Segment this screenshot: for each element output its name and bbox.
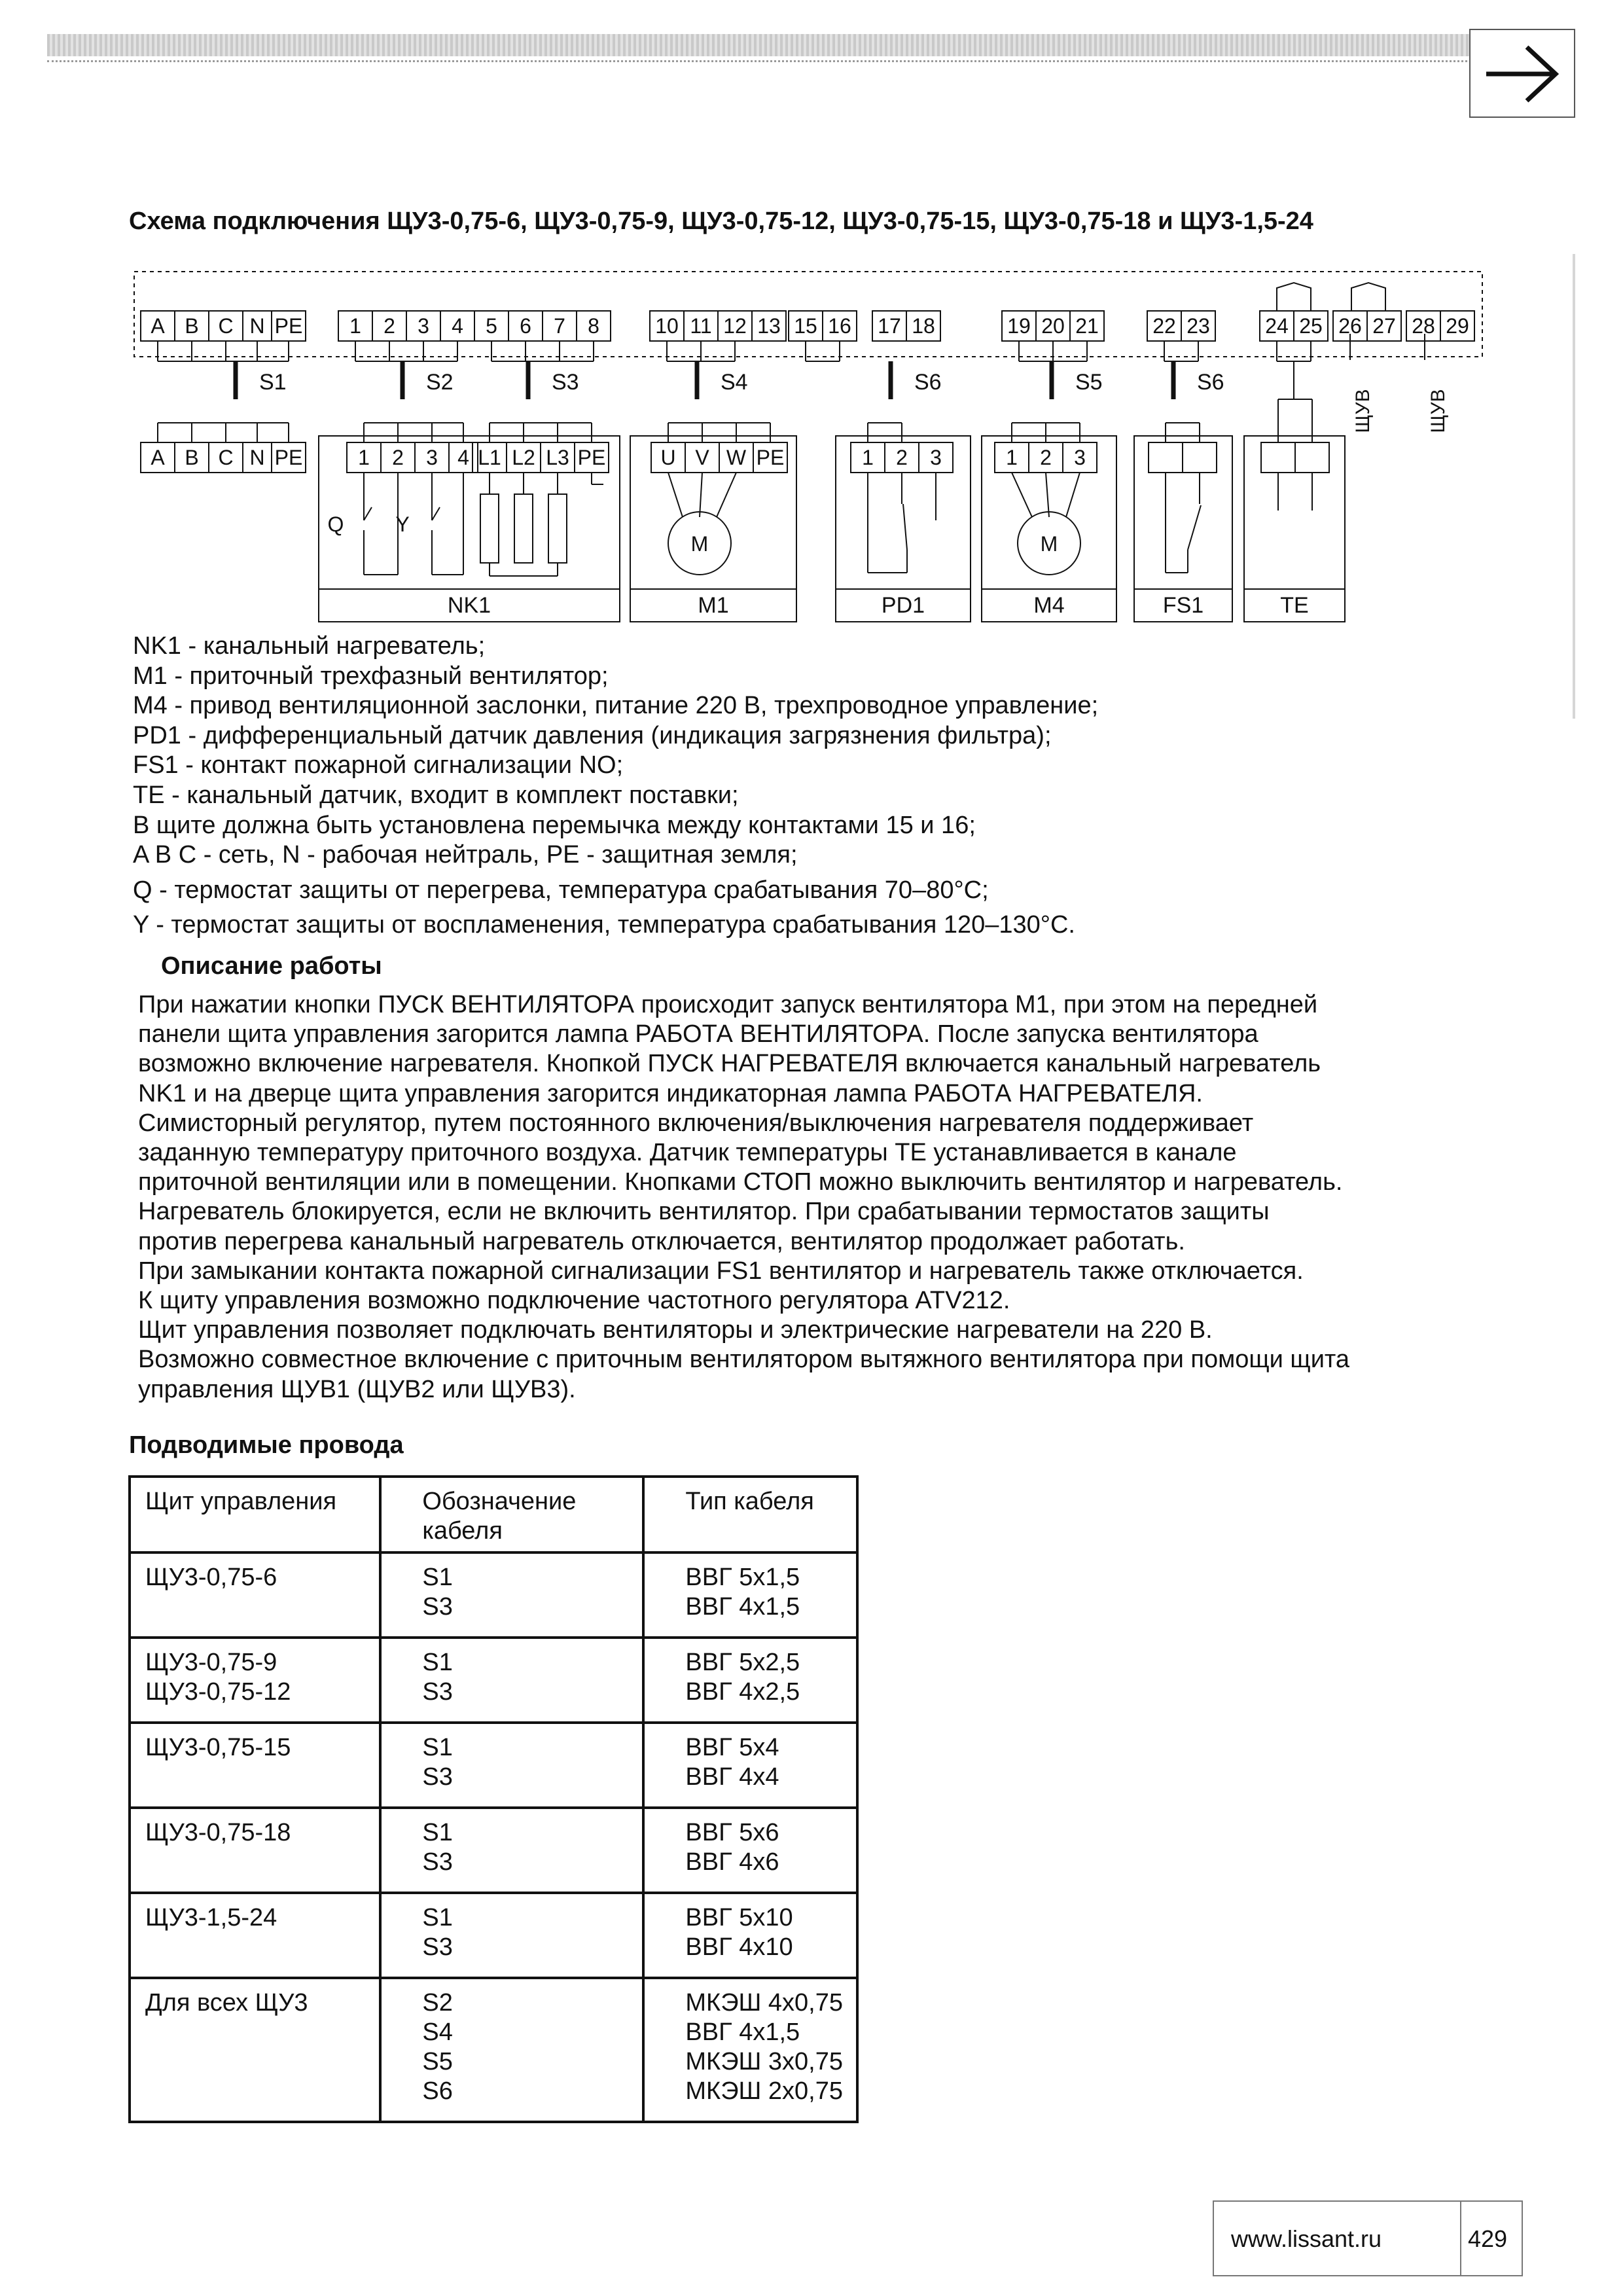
device-terminal-label: 3 (426, 446, 438, 469)
page-title: Схема подключения ЩУ3-0,75-6, ЩУ3-0,75-9, ЩУ3-0,75-12, ЩУ3-0,75-15, ЩУ3-0,75-18 и ЩУ3-1,5-24 (129, 207, 1313, 235)
operation-line: Возможно совместное включение с приточным вентилятором вытяжного вентилятора при помощи щита (138, 1346, 1350, 1374)
cable-label: S4 (721, 370, 748, 395)
side-label: ЩУВ (1427, 389, 1449, 433)
terminal-label: C (218, 314, 234, 338)
cell-line: ВВГ 4x6 (685, 1848, 779, 1876)
terminal-label: 4 (452, 314, 463, 338)
device-terminal-label: PE (756, 446, 785, 469)
terminal-label: 26 (1338, 314, 1362, 338)
device-terminal-label: PE (274, 446, 303, 469)
terminal-label: 5 (486, 314, 497, 338)
cables-table (128, 1475, 859, 2123)
wire (668, 473, 683, 517)
cell-line: МКЭШ 4x0,75 (685, 1989, 843, 2017)
terminal-label: N (249, 314, 265, 338)
terminal-label: 12 (723, 314, 747, 338)
cell-line: S3 (422, 1678, 453, 1706)
table-header-cell: Обозначение кабеля (380, 1477, 643, 1552)
cell-line: ВВГ 4x1,5 (685, 2018, 800, 2046)
cell-line: ВВГ 5x10 (685, 1904, 793, 1931)
table-cell-designation (380, 1978, 643, 2122)
cell-line: S3 (422, 1763, 453, 1791)
terminal-label: 20 (1041, 314, 1065, 338)
cell-line: Для всех ЩУ3 (145, 1989, 308, 2017)
legend-item: M1 - приточный трехфазный вентилятор; (133, 662, 609, 690)
operation-text (138, 990, 1349, 1405)
terminal-label: 6 (520, 314, 531, 338)
operation-line: заданную температуру приточного воздуха. Датчик температуры TE устанавливается в канале (138, 1139, 1237, 1167)
device-label: NK1 (447, 593, 491, 618)
terminal-label: 10 (655, 314, 679, 338)
cell-line: S1 (422, 1734, 453, 1761)
cell-line: МКЭШ 2x0,75 (685, 2077, 843, 2105)
table-cell-designation (380, 1893, 643, 1978)
cell-line: S1 (422, 1564, 453, 1591)
cell-line: ВВГ 5x6 (685, 1819, 779, 1846)
cell-line: S3 (422, 1593, 453, 1621)
terminal-label: PE (274, 314, 303, 338)
wire (700, 473, 702, 517)
table-row (130, 1723, 857, 1808)
device-terminal-label: 3 (930, 446, 942, 469)
cell-line: ВВГ 5x4 (685, 1734, 779, 1761)
cell-line: S1 (422, 1904, 453, 1931)
cell-line: ЩУ3-0,75-9 (145, 1649, 277, 1676)
cable-label: S1 (259, 370, 287, 395)
header-bar (47, 34, 1471, 56)
terminal-label: 13 (757, 314, 781, 338)
table-cell-panel (130, 1893, 380, 1978)
cell-line: S5 (422, 2048, 453, 2075)
table-header-cell: Щит управления (130, 1477, 380, 1552)
thermostat-contact (432, 507, 440, 520)
device-label: M1 (698, 593, 729, 618)
operation-line: При нажатии кнопки ПУСК ВЕНТИЛЯТОРА происходит запуск вентилятора М1, при этом на передней (138, 991, 1318, 1018)
wire (1012, 473, 1032, 517)
table-cell-type (643, 1638, 857, 1723)
device-terminal-label: L1 (478, 446, 501, 469)
device-terminal-label: 2 (392, 446, 404, 469)
thermostat-contact (364, 507, 372, 520)
device-terminal-label: 4 (457, 446, 469, 469)
motor-label: M (690, 532, 709, 556)
table-header-cell: Тип кабеля (643, 1477, 857, 1552)
table-row (130, 1552, 857, 1638)
legend-item: A B C - сеть, N - рабочая нейтраль, PE - защитная земля; (133, 841, 798, 869)
heater-element (514, 494, 533, 563)
cell-line: S1 (422, 1649, 453, 1676)
cell-line: ЩУ3-1,5-24 (145, 1904, 277, 1931)
legend-item: TE - канальный датчик, входит в комплект поставки; (133, 781, 739, 809)
cell-line: S4 (422, 2018, 453, 2046)
device-terminal-label: 3 (1074, 446, 1086, 469)
legend (133, 632, 1098, 941)
operation-line: Нагреватель блокируется, если не включить вентилятор. При срабатывании термостатов защиты (138, 1198, 1270, 1226)
terminal-label: 16 (828, 314, 851, 338)
cell-line: S3 (422, 1848, 453, 1876)
terminal-label: 15 (794, 314, 817, 338)
device-label: PD1 (881, 593, 925, 618)
device-terminal-label: C (218, 446, 234, 469)
cell-line: S3 (422, 1933, 453, 1961)
device-terminal-label: V (695, 446, 709, 469)
terminal-label: 21 (1075, 314, 1099, 338)
table-row (130, 1808, 857, 1893)
wire (1066, 473, 1080, 517)
terminal-label: 1 (349, 314, 361, 338)
device-label: M4 (1033, 593, 1065, 618)
terminal-label: B (185, 314, 199, 338)
device-terminal-label: 1 (358, 446, 370, 469)
terminal-label: 25 (1299, 314, 1323, 338)
thermostat-label: Y (395, 512, 410, 536)
terminal-label: 29 (1446, 314, 1469, 338)
legend-item: В щите должна быть установлена перемычка между контактами 15 и 16; (133, 811, 976, 839)
table-cell-type (643, 1893, 857, 1978)
terminal-label: 28 (1412, 314, 1435, 338)
device-terminal-label: N (249, 446, 265, 469)
device-terminal-label: 2 (1040, 446, 1052, 469)
table-cell-designation (380, 1638, 643, 1723)
cable-label: S3 (552, 370, 579, 395)
terminal-label: 17 (878, 314, 901, 338)
table-cell-type (643, 1552, 857, 1638)
operation-line: Щит управления позволяет подключать вентиляторы и электрические нагреватели на 220 В. (138, 1316, 1213, 1344)
terminal-label: 23 (1186, 314, 1210, 338)
operation-line: К щиту управления возможно подключение частотного регулятора ATV212. (138, 1287, 1010, 1315)
table-cell-panel (130, 1978, 380, 2122)
table-cell-panel (130, 1552, 380, 1638)
table-cell-type (643, 1808, 857, 1893)
table-cell-type (643, 1723, 857, 1808)
jumper (1277, 283, 1311, 311)
wire (1046, 473, 1049, 517)
table-header-row (130, 1477, 857, 1552)
cell-line: ВВГ 5x1,5 (685, 1564, 800, 1591)
device-terminal-label: 1 (862, 446, 874, 469)
next-page-button[interactable] (1469, 29, 1575, 118)
cell-line: S6 (422, 2077, 453, 2105)
scroll-indicator (1573, 254, 1575, 719)
heater-element (548, 494, 567, 563)
legend-item: Y - термостат защиты от воспламенения, температура срабатывания 120–130°С. (133, 911, 1075, 939)
cell-line: ЩУ3-0,75-15 (145, 1734, 291, 1761)
footer-page (1459, 2200, 1523, 2276)
cell-line: ЩУ3-0,75-6 (145, 1564, 277, 1591)
jumper (1351, 283, 1385, 311)
legend-item: Q - термостат защиты от перегрева, температура срабатывания 70–80°С; (133, 876, 989, 904)
cell-line: ВВГ 4x2,5 (685, 1678, 800, 1706)
operation-line: Симисторный регулятор, путем постоянного включения/выключения нагревателя поддерживает (138, 1109, 1254, 1137)
terminal-label: 7 (554, 314, 565, 338)
table-row (130, 1638, 857, 1723)
terminal-label: 27 (1372, 314, 1396, 338)
header-divider (47, 60, 1471, 62)
cable-label: S5 (1075, 370, 1103, 395)
device-terminal-label: B (185, 446, 199, 469)
device-terminal-label: L3 (546, 446, 569, 469)
device-terminal-label: A (151, 446, 165, 469)
legend-item: M4 - привод вентиляционной заслонки, питание 220 В, трехпроводное управление; (133, 692, 1099, 720)
terminal-label: 22 (1152, 314, 1176, 338)
operation-line: возможно включение нагревателя. Кнопкой ПУСК НАГРЕВАТЕЛЯ включается канальный нагреватель (138, 1050, 1321, 1078)
cell-line: ВВГ 5x2,5 (685, 1649, 800, 1676)
operation-line: панели щита управления загорится лампа РАБОТА ВЕНТИЛЯТОРА. После запуска вентилятора (138, 1020, 1258, 1049)
motor-label: M (1040, 532, 1058, 556)
legend-item: NK1 - канальный нагреватель; (133, 632, 486, 660)
cell-line: МКЭШ 3x0,75 (685, 2048, 843, 2075)
cables-heading: Подводимые провода (129, 1431, 404, 1459)
terminal-label: 2 (383, 314, 395, 338)
operation-line: приточной вентиляции или в помещении. Кнопками СТОП можно выключить вентилятор и нагреватель. (138, 1168, 1343, 1196)
operation-line: управления ЩУВ1 (ЩУВ2 или ЩУВ3). (138, 1375, 576, 1403)
cell-line: ЩУ3-0,75-18 (145, 1819, 291, 1846)
device-label: FS1 (1162, 593, 1204, 618)
side-label: ЩУВ (1352, 389, 1374, 433)
cell-line: ЩУ3-0,75-12 (145, 1678, 291, 1706)
terminal-label: 24 (1265, 314, 1289, 338)
cell-line: S2 (422, 1989, 453, 2017)
cell-line: S1 (422, 1819, 453, 1846)
device-label: TE (1280, 593, 1309, 618)
table-cell-panel (130, 1638, 380, 1723)
page-number: 429 (1468, 2225, 1508, 2252)
terminal-label: 8 (588, 314, 599, 338)
device-terminal-label: PE (577, 446, 606, 469)
operation-line: против перегрева канальный нагреватель отключается, вентилятор продолжает работать. (138, 1227, 1185, 1255)
cell-line: ВВГ 4x1,5 (685, 1593, 800, 1621)
table-cell-designation (380, 1808, 643, 1893)
terminal-label: 3 (418, 314, 429, 338)
cell-line: ВВГ 4x10 (685, 1933, 793, 1961)
heater-element (480, 494, 499, 563)
switch-contact (903, 504, 907, 550)
table-cell-designation (380, 1552, 643, 1638)
operation-line: NK1 и на дверце щита управления загорится индикаторная лампа РАБОТА НАГРЕВАТЕЛЯ. (138, 1079, 1203, 1107)
legend-item: FS1 - контакт пожарной сигнализации NO; (133, 751, 624, 780)
device-terminal-label: L2 (512, 446, 535, 469)
operation-line: При замыкании контакта пожарной сигнализации FS1 вентилятор и нагреватель также отключается. (138, 1257, 1304, 1285)
terminal-label: A (151, 314, 165, 338)
arrow-right-icon (1484, 45, 1561, 103)
cable-label: S6 (914, 370, 942, 395)
legend-item: PD1 - дифференциальный датчик давления (индикация загрязнения фильтра); (133, 721, 1052, 749)
table-cell-type (643, 1978, 857, 2122)
table-cell-panel (130, 1808, 380, 1893)
device-terminal-label: 1 (1006, 446, 1018, 469)
terminal-label: 19 (1007, 314, 1031, 338)
cable-label: S6 (1197, 370, 1224, 395)
thermostat-label: Q (327, 512, 344, 536)
operation-heading: Описание работы (161, 952, 382, 980)
terminal-label: 11 (690, 314, 712, 338)
wire (717, 473, 736, 517)
terminal-label: 18 (912, 314, 935, 338)
table-cell-panel (130, 1723, 380, 1808)
wiring-diagram (128, 262, 1495, 628)
site-url[interactable]: www.lissant.ru (1231, 2225, 1382, 2252)
cable-label: S2 (426, 370, 454, 395)
device-terminal-label: W (726, 446, 747, 469)
cell-line: ВВГ 4x4 (685, 1763, 779, 1791)
footer-site (1213, 2200, 1461, 2276)
switch-contact (1188, 505, 1201, 550)
table-row (130, 1978, 857, 2122)
device-terminal-label: U (660, 446, 676, 469)
device-terminal-label: 2 (896, 446, 908, 469)
table-row (130, 1893, 857, 1978)
table-cell-designation (380, 1723, 643, 1808)
